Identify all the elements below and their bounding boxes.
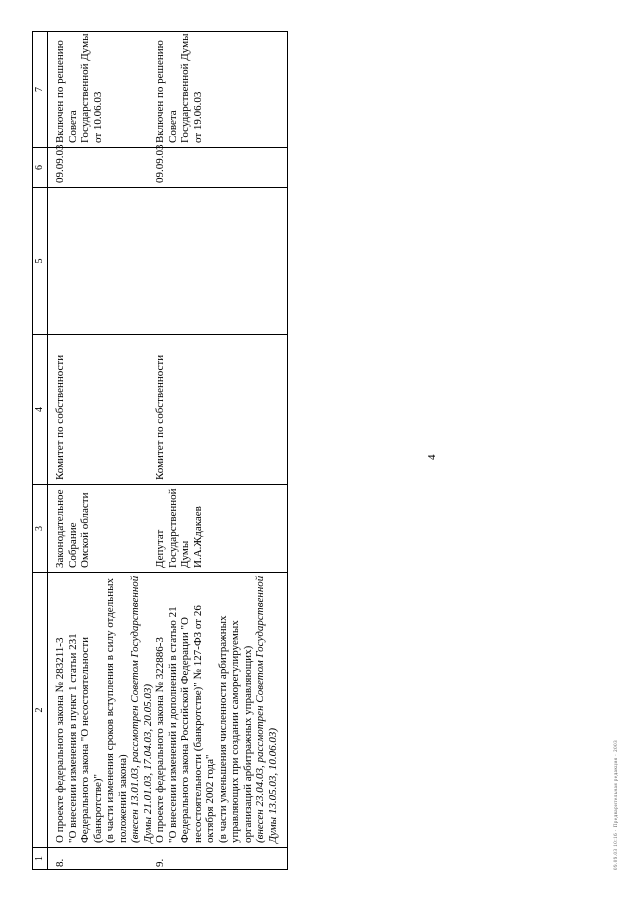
page-footer: 09.09.03 10:16 · Предварительная редакция · 2003 xyxy=(614,739,619,870)
bill-note: (в части изменения сроков вступления в силу отдельных положений закона) xyxy=(104,578,129,843)
committee-cell: Комитет по собственности xyxy=(154,335,279,485)
column-header: 5 xyxy=(33,188,48,335)
table-header-row xyxy=(33,32,48,870)
agenda-table xyxy=(32,31,288,870)
row-number: 9. xyxy=(154,848,279,870)
date-cell: 09.09.03 xyxy=(154,148,279,188)
bill-name: "О внесении изменений и дополнений в статью 21 Федерального закона Российской Федерации "О несостоятельности (банкротстве)" № 127-ФЗ от 26 октября 2002 года" xyxy=(166,605,216,843)
bill-description xyxy=(154,573,279,848)
column-header: 4 xyxy=(33,335,48,485)
initiator-cell: Законодательное Собрание Омской области xyxy=(48,485,155,573)
column-header: 3 xyxy=(33,485,48,573)
bill-history: (внесен 23.04.03, рассмотрен Советом Государственной Думы 13.05.03, 10.06.03) xyxy=(254,575,279,843)
column-5-cell xyxy=(48,188,155,335)
date-cell: 09.09.03 xyxy=(48,148,155,188)
column-header: 1 xyxy=(33,848,48,870)
table-row xyxy=(154,32,279,870)
column-header: 6 xyxy=(33,148,48,188)
bill-description xyxy=(48,573,155,848)
row-number: 8. xyxy=(48,848,155,870)
bill-title: О проекте федерального закона № 322886-3 xyxy=(154,637,166,843)
status-cell: Включен по решению Совета Государственной Думы от 10.06.03 xyxy=(48,32,155,148)
bill-note: (в части уменьшения численности арбитражных управляющих при создании саморегулируемых организаций арбитражных управляющих) xyxy=(216,615,254,843)
committee-cell: Комитет по собственности xyxy=(48,335,155,485)
initiator-cell: Депутат Государственной Думы И.А.Ждакаев xyxy=(154,485,279,573)
column-header: 7 xyxy=(33,32,48,148)
column-header: 2 xyxy=(33,573,48,848)
page-number: 4 xyxy=(426,454,438,460)
table-row xyxy=(48,32,155,870)
column-5-cell xyxy=(154,188,279,335)
status-cell: Включен по решению Совета Государственной Думы от 19.06.03 xyxy=(154,32,279,148)
bill-name: "О внесении изменения в пункт 1 статьи 231 Федерального закона "О несостоятельности (банкротстве)" xyxy=(66,633,104,843)
table-spacer-row xyxy=(279,32,288,870)
bill-history: (внесен 13.01.03, рассмотрен Советом Государственной Думы 21.01.03, 17.04.03, 20.05.03) xyxy=(129,575,154,843)
bill-title: О проекте федерального закона № 283211-3 xyxy=(54,637,66,843)
